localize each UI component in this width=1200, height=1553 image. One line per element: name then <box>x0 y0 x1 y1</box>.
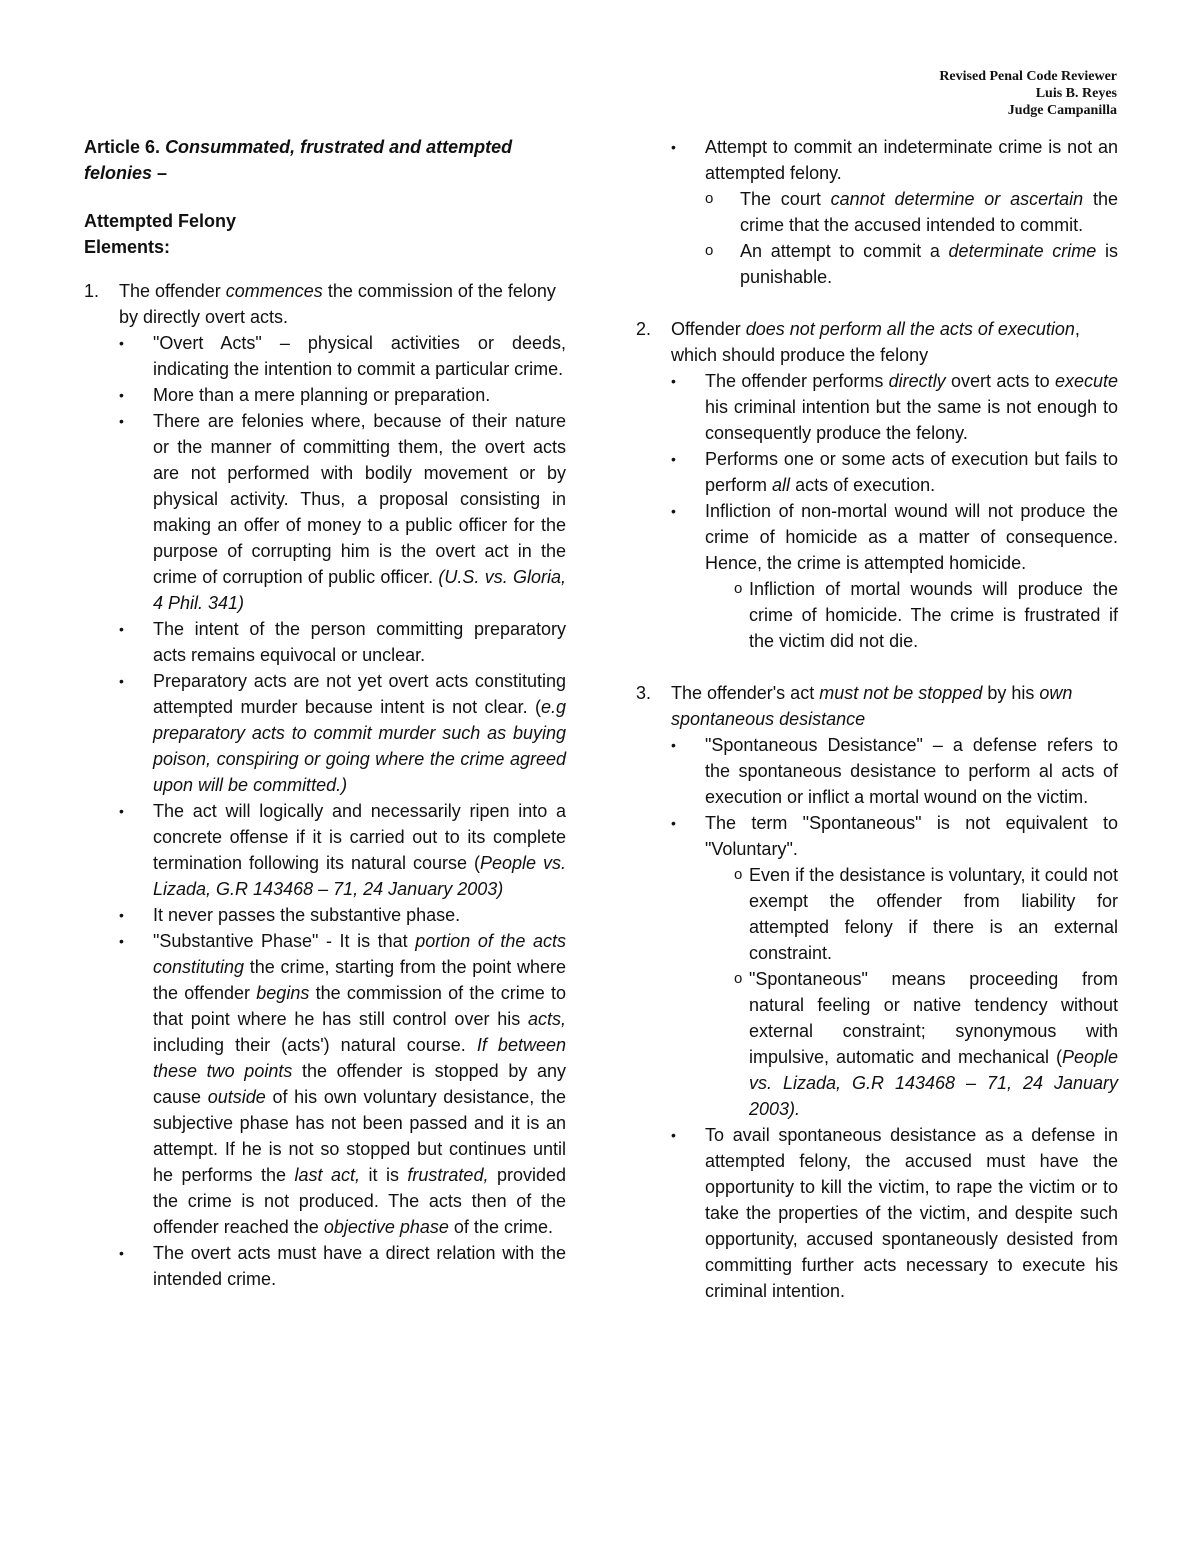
header-judge: Judge Campanilla <box>1007 103 1117 118</box>
item-text: The offender commences the commission of the felony by directly overt acts. <box>119 281 556 327</box>
bullet-item <box>119 668 566 798</box>
bullet-item <box>119 902 566 928</box>
bullet-icon: • <box>119 335 124 351</box>
bullet-text: Attempt to commit an indeterminate crime is not an attempted felony. <box>705 137 1118 183</box>
left-column <box>84 134 566 1292</box>
bullet-text: "Overt Acts" – physical activities or deeds, indicating the intention to commit a particular crime. <box>153 333 566 379</box>
bullet-icon: • <box>671 503 676 519</box>
bullet-item <box>671 134 1118 186</box>
bullet-item <box>119 616 566 668</box>
header-title: Revised Penal Code Reviewer <box>939 69 1117 84</box>
circle-bullet-icon: o <box>705 190 714 207</box>
bullet-item <box>119 382 566 408</box>
bullet-text: To avail spontaneous desistance as a defense in attempted felony, the accused must have the opportunity to kill the victim, to rape the victim or to take the properties of the victim, and despite such opportunity, accused spontaneously desisted from committing further acts necessary to execute his criminal intention. <box>705 1125 1118 1301</box>
bullet-item <box>119 330 566 382</box>
bullet-text: The act will logically and necessarily ripen into a concrete offense if it is carried out to its complete termination following its natural course (People vs. Lizada, G.R 143468 – 71, 24 January 2003) <box>153 801 566 899</box>
bullet-text: The intent of the person committing preparatory acts remains equivocal or unclear. <box>153 619 566 665</box>
sub-bullet-item <box>734 862 1118 966</box>
elements-label: Elements: <box>84 237 171 257</box>
bullet-icon: • <box>119 907 124 923</box>
bullet-item <box>119 1240 566 1292</box>
item-number: 3. <box>636 683 652 703</box>
bullet-item <box>671 446 1118 498</box>
article-heading: Article 6. Consummated, frustrated and attempted felonies – <box>84 137 513 183</box>
item-number: 1. <box>84 281 100 301</box>
bullet-text: The overt acts must have a direct relation with the intended crime. <box>153 1243 566 1289</box>
bullet-icon: • <box>119 387 124 403</box>
item-text: Offender does not perform all the acts of execution, which should produce the felony <box>671 319 1080 365</box>
sub-bullet-text: The court cannot determine or ascertain the crime that the accused intended to commit. <box>740 189 1118 235</box>
bullet-text: The term "Spontaneous" is not equivalent to "Voluntary". <box>705 813 1118 859</box>
bullet-icon: • <box>671 815 676 831</box>
circle-bullet-icon: o <box>734 580 743 597</box>
bullet-item <box>671 810 1118 862</box>
numbered-item-3 <box>636 680 1118 732</box>
bullet-item <box>671 1122 1118 1304</box>
bullet-item <box>671 732 1118 810</box>
bullet-text: There are felonies where, because of their nature or the manner of committing them, the overt acts are not performed with bodily movement or by physical activity. Thus, a proposal consisting in making an offer of money to a public officer for the purpose of corrupting him is the overt act in the crime of corruption of public officer. (U.S. vs. Gloria, 4 Phil. 341) <box>153 411 566 613</box>
bullet-icon: • <box>671 1127 676 1143</box>
bullet-icon: • <box>671 139 676 155</box>
numbered-item-1 <box>84 278 566 330</box>
section-heading <box>84 208 566 260</box>
circle-bullet-icon: o <box>734 866 743 883</box>
bullet-item <box>671 368 1118 446</box>
bullet-icon: • <box>119 413 124 429</box>
sub-bullet-item <box>705 238 1118 290</box>
bullet-item <box>119 408 566 616</box>
bullet-text: "Substantive Phase" - It is that portion of the acts constituting the crime, starting from the point where the offender begins the commission of the crime to that point where he has still control over his acts, including their (acts') natural course. If between these two points the offender is stopped by any cause outside of his own voluntary desistance, the subjective phase has not been passed and it is an attempt. If he is not so stopped but continues until he performs the last act, it is frustrated, provided the crime is not produced. The acts then of the offender reached the objective phase of the crime. <box>153 931 566 1237</box>
bullet-icon: • <box>671 737 676 753</box>
numbered-item-2 <box>636 316 1118 368</box>
bullet-text: Performs one or some acts of execution but fails to perform all acts of execution. <box>705 449 1118 495</box>
section-title: Attempted Felony <box>84 211 237 231</box>
bullet-text: It never passes the substantive phase. <box>153 905 461 925</box>
bullet-text: Infliction of non-mortal wound will not produce the crime of homicide as a matter of consequence. Hence, the crime is attempted homicide. <box>705 501 1118 573</box>
bullet-icon: • <box>119 933 124 949</box>
item-number: 2. <box>636 319 652 339</box>
right-column <box>636 134 1118 1304</box>
page-header <box>939 68 1117 119</box>
item-text: The offender's act must not be stopped by his own spontaneous desistance <box>671 683 1073 729</box>
bullet-text: Preparatory acts are not yet overt acts constituting attempted murder because intent is not clear. (e.g preparatory acts to commit murder such as buying poison, conspiring or going where the crime agreed upon will be committed.) <box>153 671 566 795</box>
circle-bullet-icon: o <box>734 970 743 987</box>
sub-bullet-text: An attempt to commit a determinate crime is punishable. <box>740 241 1118 287</box>
bullet-icon: • <box>119 673 124 689</box>
bullet-icon: • <box>671 451 676 467</box>
sub-bullet-text: Infliction of mortal wounds will produce the crime of homicide. The crime is frustrated if the victim did not die. <box>749 579 1118 651</box>
bullet-icon: • <box>119 1245 124 1261</box>
bullet-text: The offender performs directly overt acts to execute his criminal intention but the same is not enough to consequently produce the felony. <box>705 371 1118 443</box>
bullet-text: More than a mere planning or preparation. <box>153 385 491 405</box>
sub-bullet-item <box>734 966 1118 1122</box>
bullet-item <box>119 928 566 1240</box>
bullet-item <box>119 798 566 902</box>
bullet-text: "Spontaneous Desistance" – a defense refers to the spontaneous desistance to perform al acts of execution or inflict a mortal wound on the victim. <box>705 735 1118 807</box>
sub-bullet-text: Even if the desistance is voluntary, it could not exempt the offender from liability for attempted felony if there is an external constraint. <box>749 865 1118 963</box>
sub-bullet-item <box>734 576 1118 654</box>
bullet-icon: • <box>119 621 124 637</box>
bullet-icon: • <box>119 803 124 819</box>
circle-bullet-icon: o <box>705 242 714 259</box>
sub-bullet-text: "Spontaneous" means proceeding from natural feeling or native tendency without external constraint; synonymous with impulsive, automatic and mechanical (People vs. Lizada, G.R 143468 – 71, 24 January 2003). <box>749 969 1118 1119</box>
sub-bullet-item <box>705 186 1118 238</box>
bullet-icon: • <box>671 373 676 389</box>
header-author: Luis B. Reyes <box>1035 86 1117 101</box>
bullet-item <box>671 498 1118 576</box>
